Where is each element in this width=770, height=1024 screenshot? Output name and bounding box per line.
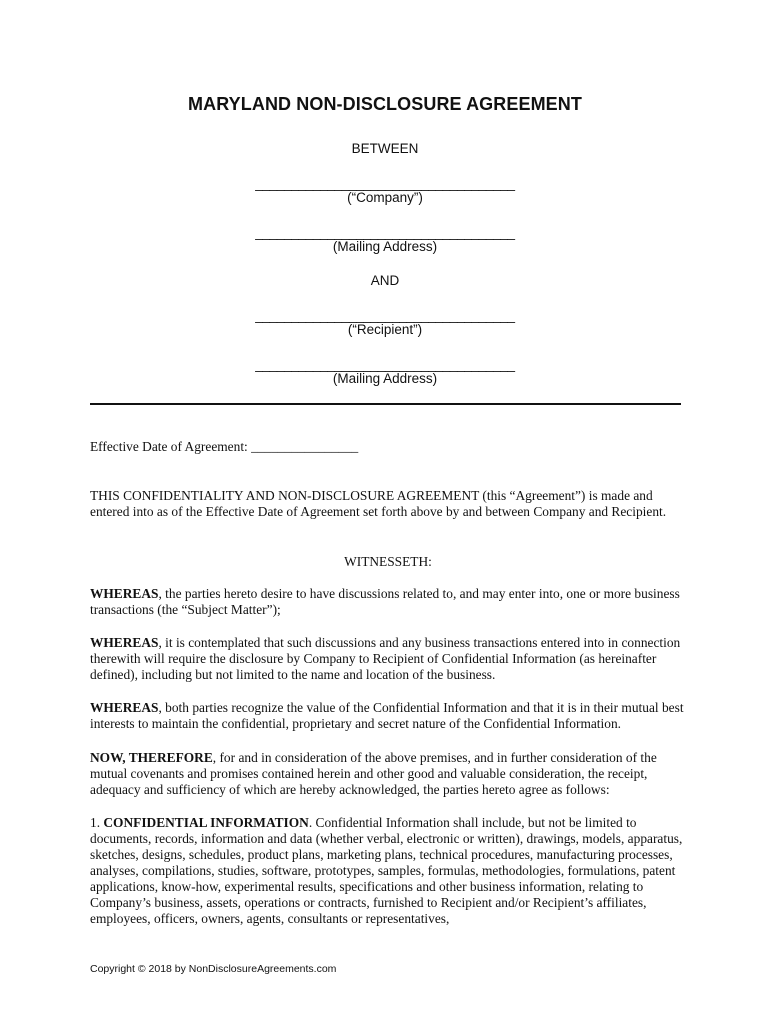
section-text: . Confidential Information shall include, but not be limited to documents, records, information and data (whether verbal, electronic or written), drawings, models, apparatus, sketches, designs, schedules, product plans, marketing plans, technical procedures, manufacturing processes, analyses, compilations, studies, software, prototypes, samples, formulas, methodologies, formulations, patent applications, know-how, experimental results, specifications and other business information, relating to Company’s business, assets, operations or contracts, furnished to Recipient and/or Recipient’s affiliates, employees, officers, owners, agents, consultants or representatives, <box>90 815 683 926</box>
whereas-paragraph-2 <box>90 635 686 683</box>
section-1-confidential-information <box>90 815 686 927</box>
recipient-name-blank[interactable]: ____________________________________ <box>255 308 515 323</box>
document-title: MARYLAND NON-DISCLOSURE AGREEMENT <box>188 94 582 114</box>
company-label: (“Company”) <box>347 190 423 205</box>
whereas-text: , both parties recognize the value of the Confidential Information and that it is in their mutual best interests to maintain the confidential, proprietary and secret nature of the Confidential Information. <box>90 700 684 731</box>
section-heading: CONFIDENTIAL INFORMATION <box>103 815 309 830</box>
whereas-lead: WHEREAS <box>90 586 159 601</box>
header-divider <box>90 403 681 405</box>
witnesseth-heading: WITNESSETH: <box>344 554 432 569</box>
whereas-text: , the parties hereto desire to have discussions related to, and may enter into, one or more business transactions (the “Subject Matter”); <box>90 586 680 617</box>
now-therefore-lead: NOW, THEREFORE <box>90 750 213 765</box>
whereas-lead: WHEREAS <box>90 635 159 650</box>
and-label: AND <box>370 273 400 288</box>
intro-paragraph: THIS CONFIDENTIALITY AND NON-DISCLOSURE AGREEMENT (this “Agreement”) is made and entered into as of the Effective Date of Agreement set forth above by and between Company and Recipient. <box>90 488 667 519</box>
company-address-label: (Mailing Address) <box>332 239 438 254</box>
effective-date-field[interactable]: Effective Date of Agreement: ________________ <box>90 439 359 454</box>
copyright-footer: Copyright © 2018 by NonDisclosureAgreements.com <box>90 963 337 975</box>
between-label: BETWEEN <box>351 141 419 156</box>
section-number: 1. <box>90 815 104 830</box>
whereas-paragraph-1 <box>90 586 686 618</box>
now-therefore-paragraph <box>90 750 686 798</box>
recipient-address-label: (Mailing Address) <box>332 371 438 386</box>
recipient-address-blank[interactable]: ____________________________________ <box>255 357 515 372</box>
whereas-paragraph-3 <box>90 700 686 732</box>
company-address-blank[interactable]: ____________________________________ <box>255 225 515 240</box>
whereas-text: , it is contemplated that such discussions and any business transactions entered into in connection therewith will require the disclosure by Company to Recipient of Confidential Information (as hereinafter defined), including but not limited to the name and location of the business. <box>90 635 681 682</box>
recipient-label: (“Recipient”) <box>347 322 423 337</box>
now-therefore-text: , for and in consideration of the above premises, and in further consideration of the mutual covenants and promises contained herein and other good and valuable consideration, the receipt, adequacy and sufficiency of which are hereby acknowledged, the parties hereto agree as follows: <box>90 750 657 797</box>
whereas-lead: WHEREAS <box>90 700 159 715</box>
company-name-blank[interactable]: ____________________________________ <box>255 176 515 191</box>
